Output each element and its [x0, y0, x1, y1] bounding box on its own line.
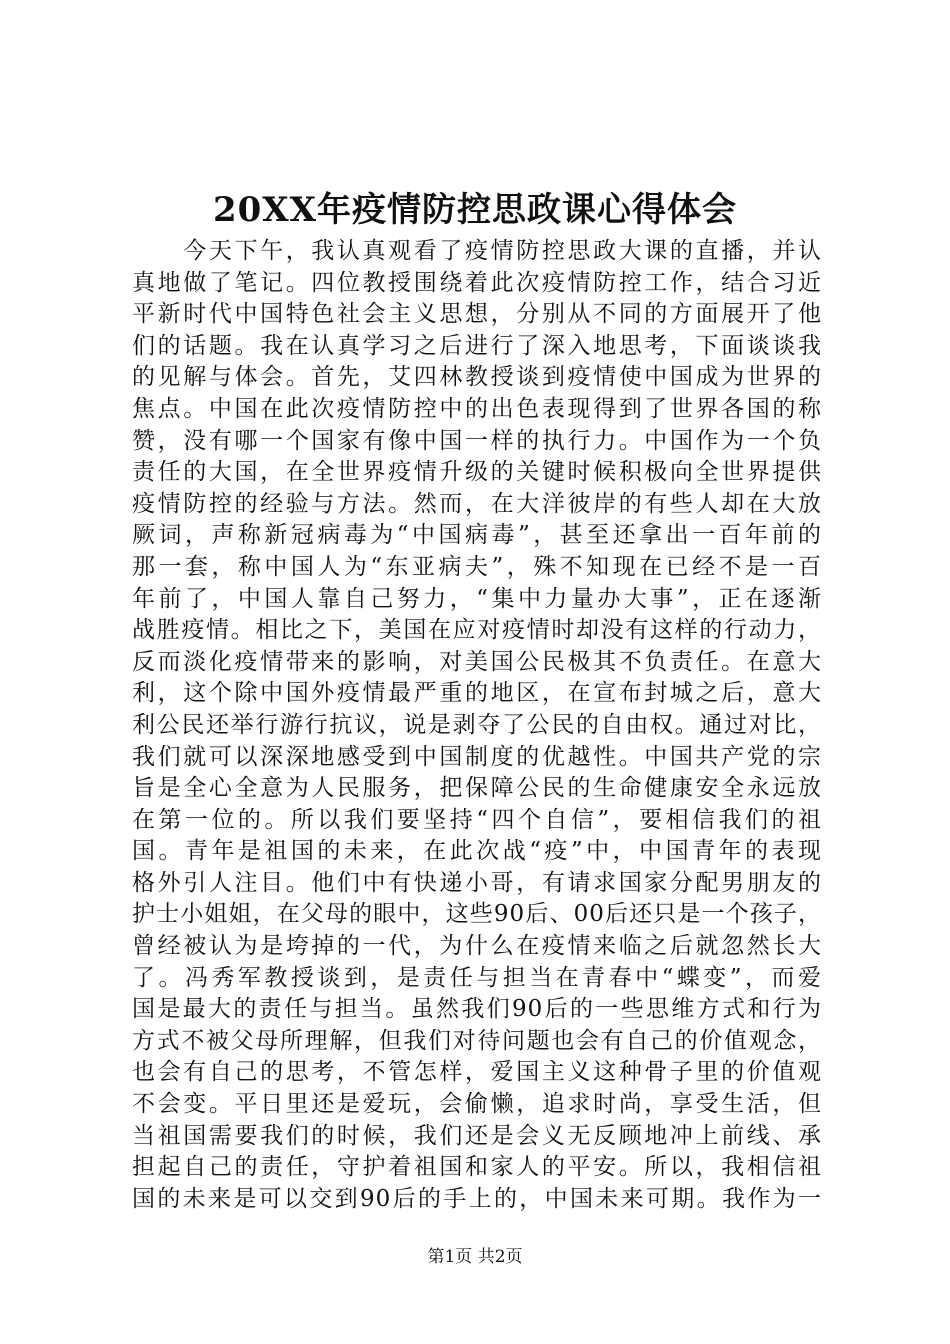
body-line: 责任的大国，在全世界疫情升级的关键时候积极向全世界提供 [132, 459, 822, 486]
body-line: 了。冯秀军教授谈到，是责任与担当在青春中“蝶变”，而爱 [132, 964, 822, 991]
body-line: 那一套，称中国人为“东亚病夫”，殊不知现在已经不是一百 [132, 553, 822, 580]
body-line: 护士小姐姐，在父母的眼中，这些90后、00后还只是一个孩子， [132, 901, 822, 928]
body-line: 的见解与体会。首先，艾四林教授谈到疫情使中国成为世界的 [132, 364, 822, 391]
body-line: 真地做了笔记。四位教授围绕着此次疫情防控工作，结合习近 [132, 269, 822, 296]
body-line: 在第一位的。所以我们要坚持“四个自信”，要相信我们的祖 [132, 806, 822, 833]
body-line: 年前了，中国人靠自己努力，“集中力量办大事”，正在逐渐 [132, 585, 822, 612]
body-line: 们的话题。我在认真学习之后进行了深入地思考，下面谈谈我 [132, 332, 822, 359]
body-line: 今天下午，我认真观看了疫情防控思政大课的直播，并认 [132, 238, 822, 264]
body-line: 战胜疫情。相比之下，美国在应对疫情时却没有这样的行动力， [132, 617, 822, 644]
body-line: 焦点。中国在此次疫情防控中的出色表现得到了世界各国的称 [132, 395, 822, 422]
body-line: 赞，没有哪一个国家有像中国一样的执行力。中国作为一个负 [132, 427, 822, 454]
body-line: 国的未来是可以交到90后的手上的，中国未来可期。我作为一 [132, 1185, 822, 1212]
body-line: 利，这个除中国外疫情最严重的地区，在宣布封城之后，意大 [132, 680, 822, 707]
body-line: 利公民还举行游行抗议，说是剥夺了公民的自由权。通过对比， [132, 711, 822, 738]
body-line: 方式不被父母所理解，但我们对待问题也会有自己的价值观念， [132, 1027, 822, 1054]
page-footer: 第1页 共2页 [427, 1247, 523, 1267]
body-line: 疫情防控的经验与方法。然而，在大洋彼岸的有些人却在大放 [132, 490, 822, 517]
body-line: 不会变。平日里还是爱玩，会偷懒，追求时尚，享受生活，但 [132, 1091, 822, 1118]
body-line: 旨是全心全意为人民服务，把保障公民的生命健康安全永远放 [132, 775, 822, 802]
body-line: 国。青年是祖国的未来，在此次战“疫”中，中国青年的表现 [132, 838, 822, 865]
body-line: 国是最大的责任与担当。虽然我们90后的一些思维方式和行为 [132, 996, 822, 1023]
body-line: 格外引人注目。他们中有快递小哥，有请求国家分配男朋友的 [132, 869, 822, 896]
body-line: 反而淡化疫情带来的影响，对美国公民极其不负责任。在意大 [132, 648, 822, 675]
document-body [132, 236, 822, 1215]
body-line: 当祖国需要我们的时候，我们还是会义无反顾地冲上前线、承 [132, 1122, 822, 1149]
body-line: 曾经被认为是垮掉的一代，为什么在疫情来临之后就忽然长大 [132, 933, 822, 960]
document-title: 20XX年疫情防控思政课心得体会 [212, 190, 738, 230]
body-line: 厥词，声称新冠病毒为“中国病毒”，甚至还拿出一百年前的 [132, 522, 822, 549]
body-line: 平新时代中国特色社会主义思想，分别从不同的方面展开了他 [132, 301, 822, 328]
body-line: 我们就可以深深地感受到中国制度的优越性。中国共产党的宗 [132, 743, 822, 770]
body-line: 担起自己的责任，守护着祖国和家人的平安。所以，我相信祖 [132, 1154, 822, 1181]
body-line: 也会有自己的思考，不管怎样，爱国主义这种骨子里的价值观 [132, 1059, 822, 1086]
